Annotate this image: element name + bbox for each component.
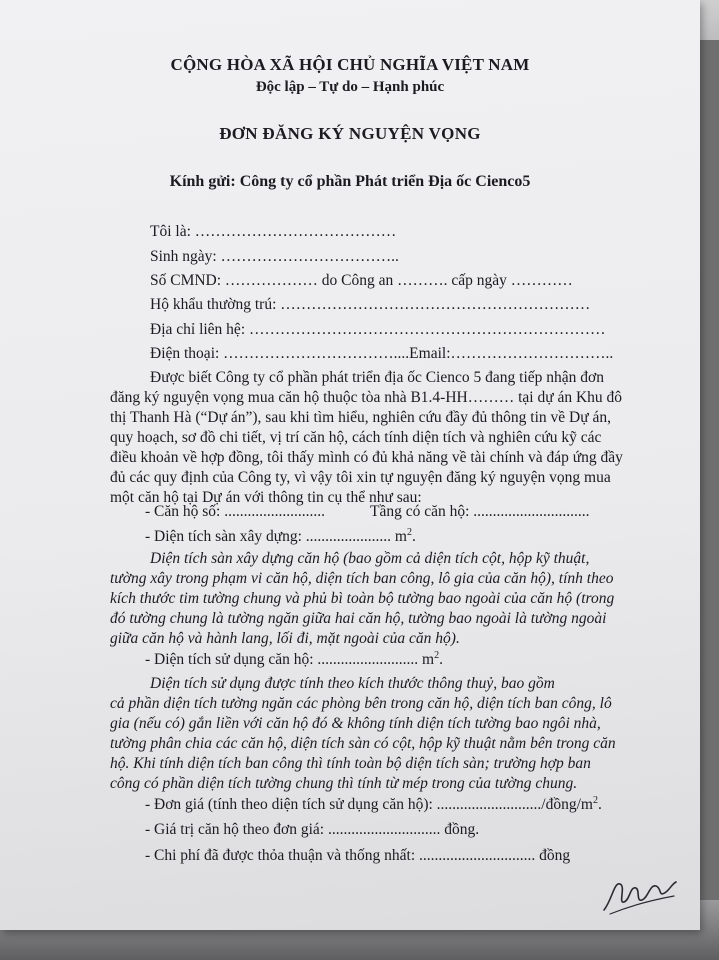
usable-area-line <box>145 650 443 669</box>
note-line: cả phần diện tích tường ngăn các phòng bên trong căn hộ, diện tích ban công, lô <box>110 695 612 712</box>
field-residence: Hộ khẩu thường trú: …………………………………………………… <box>150 296 591 313</box>
unit-price-line <box>145 795 602 814</box>
apartment-floor: Tầng có căn hộ: .............................. <box>370 503 590 520</box>
intro-line: đủ các quy định của Công ty, vì vậy tôi xin tự nguyện đăng ký nguyện vọng mua <box>110 469 611 486</box>
intro-line: một căn hộ tại Dự án với thông tin cụ thể như sau: <box>110 489 422 506</box>
apartment-unit: - Căn hộ số: .......................... <box>145 503 325 520</box>
intro-line: thị Thanh Hà (“Dự án”), sau khi tìm hiểu, nghiên cứu đầy đủ thông tin về Dự án, <box>110 409 612 426</box>
signature-icon <box>600 870 680 920</box>
field-address: Địa chỉ liên hệ: …………………………………………………………… <box>150 321 606 338</box>
recipient-line: Kính gửi: Công ty cổ phần Phát triển Địa ốc Cienco5 <box>169 173 531 190</box>
note-line: tường xây trong phạm vi căn hộ, diện tích ban công, lô gia của căn hộ), tính theo <box>110 570 614 587</box>
usable-area-text: - Diện tích sử dụng căn hộ: .......................... m <box>145 651 435 669</box>
note-line: tường phân chia các căn hộ, diện tích sàn có cột, hộp kỹ thuật nằm bên trong căn <box>110 735 616 752</box>
field-dob: Sinh ngày: …………………………….. <box>150 248 399 265</box>
built-area-end: . <box>411 528 416 546</box>
unit-superscript: 2 <box>434 650 440 661</box>
agreed-cost-line: - Chi phí đã được thỏa thuận và thống nhất: .............................. đồng <box>145 847 571 864</box>
field-phone-email: Điện thoại: ……………………………....Email:………………………….. <box>150 345 614 362</box>
note-line: hộ. Khi tính diện tích ban công thì tính toàn bộ diện tích sàn; trường hợp ban <box>110 755 591 772</box>
intro-line: điều khoản về hợp đồng, tôi thấy mình có đủ khả năng về tài chính và đáp ứng đầy <box>110 449 623 466</box>
document-title: ĐƠN ĐĂNG KÝ NGUYỆN VỌNG <box>219 124 481 143</box>
note-line: kích thước tim tường chung và phủ bì toàn bộ tường bao ngoài của căn hộ (trong <box>110 590 615 607</box>
unit-price-end: . <box>597 796 602 814</box>
built-area-line <box>145 527 416 546</box>
note-line: gia (nếu có) gắn liền với căn hộ đó & không tính diện tích tường bao ngôi nhà, <box>110 715 601 732</box>
unit-price-text: - Đơn giá (tính theo diện tích sử dụng căn hộ): .........................../đồng/m <box>145 796 593 814</box>
unit-superscript: 2 <box>406 527 412 538</box>
note-line: Diện tích sử dụng được tính theo kích thước thông thuỷ, bao gồm <box>150 675 555 692</box>
intro-line: Được biết Công ty cổ phần phát triển địa ốc Cienco 5 đang tiếp nhận đơn <box>150 369 604 386</box>
intro-line: đăng ký nguyện vọng mua căn hộ thuộc tòa nhà B1.4-HH……… tại dự án Khu đô <box>110 389 623 406</box>
usable-area-end: . <box>439 651 443 669</box>
field-name: Tôi là: ………………………………… <box>150 223 397 240</box>
note-line: giữa căn hộ và hành lang, lối đi, mặt ngoài của căn hộ). <box>110 630 460 647</box>
intro-line: quy hoạch, sơ đồ chi tiết, vị trí căn hộ, cách tính diện tích và nghiên cứu kỹ các <box>110 429 602 446</box>
total-value-line: - Giá trị căn hộ theo đơn giá: ............................. đồng. <box>145 821 480 838</box>
field-id-card: Số CMND: ……………… do Công an ………. cấp ngày ………… <box>150 272 573 289</box>
built-area-text: - Diện tích sàn xây dựng: ...................... m <box>145 528 407 546</box>
motto: Độc lập – Tự do – Hạnh phúc <box>255 79 445 95</box>
note-line: đó tường chung là tường ngăn giữa hai căn hộ, tường bao ngoài là tường ngoài <box>110 610 607 627</box>
nation-heading: CỘNG HÒA XÃ HỘI CHỦ NGHĨA VIỆT NAM <box>170 55 530 74</box>
note-line: công có phần diện tích tường chung thì tính từ mép trong của tường chung. <box>110 775 578 792</box>
note-line: Diện tích sàn xây dựng căn hộ (bao gồm cả diện tích cột, hộp kỹ thuật, <box>150 550 590 567</box>
unit-superscript: 2 <box>592 795 598 806</box>
